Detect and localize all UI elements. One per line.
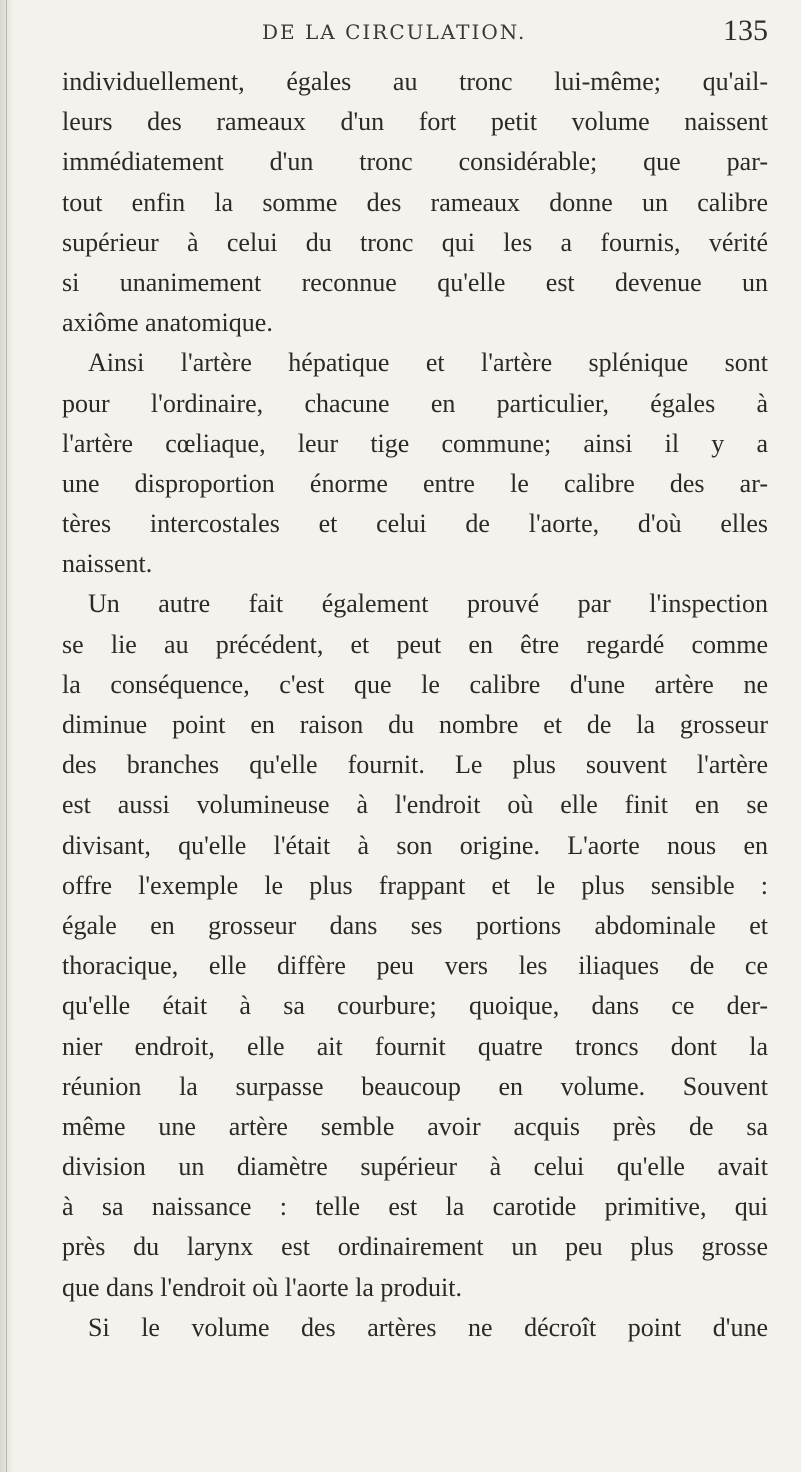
text-line: offre l'exemple le plus frappant et le plus sensible :: [62, 870, 768, 900]
text-line: réunion la surpasse beaucoup en volume. Souvent: [62, 1071, 768, 1101]
binding-edge: [6, 0, 7, 1472]
text-line: nier endroit, elle ait fournit quatre troncs dont la: [62, 1031, 768, 1061]
text-line: pour l'ordinaire, chacune en particulier, égales à: [62, 388, 768, 418]
text-line: supérieur à celui du tronc qui les a fournis, vérité: [62, 227, 768, 257]
text-line: si unanimement reconnue qu'elle est devenue un: [62, 267, 768, 297]
text-line: même une artère semble avoir acquis près de sa: [62, 1111, 768, 1141]
text-line: individuellement, égales au tronc lui-même; qu'ail-: [62, 67, 768, 96]
page-gutter: [0, 0, 14, 1472]
paragraph-start-line: Si le volume des artères ne décroît point d'une: [88, 1312, 768, 1342]
body-text: [62, 62, 768, 1348]
paragraph-end-line: naissent.: [62, 549, 153, 579]
paragraph-start-line: Ainsi l'artère hépatique et l'artère splénique sont: [88, 348, 768, 378]
text-line: égale en grosseur dans ses portions abdominale et: [62, 910, 768, 940]
text-line: divisant, qu'elle l'était à son origine. L'aorte nous en: [62, 830, 768, 860]
text-line: tères intercostales et celui de l'aorte, d'où elles: [62, 509, 768, 539]
text-line: se lie au précédent, et peut en être regardé comme: [62, 629, 768, 659]
text-line: la conséquence, c'est que le calibre d'une artère ne: [62, 669, 768, 699]
text-line: l'artère cœliaque, leur tige commune; ainsi il y a: [62, 428, 768, 458]
text-line: leurs des rameaux d'un fort petit volume naissent: [62, 107, 768, 137]
text-line: des branches qu'elle fournit. Le plus souvent l'artère: [62, 750, 768, 780]
text-line: est aussi volumineuse à l'endroit où elle finit en se: [62, 790, 768, 820]
page-number: 135: [723, 14, 768, 47]
paragraph-end-line: axiôme anatomique.: [62, 308, 273, 338]
running-title: DE LA CIRCULATION.: [262, 20, 527, 44]
paragraph-start-line: Un autre fait également prouvé par l'inspection: [88, 589, 768, 619]
text-line: tout enfin la somme des rameaux donne un calibre: [62, 187, 768, 217]
text-line: thoracique, elle diffère peu vers les iliaques de ce: [62, 951, 768, 981]
text-line: immédiatement d'un tronc considérable; que par-: [62, 147, 768, 177]
text-line: division un diamètre supérieur à celui qu'elle avait: [62, 1152, 768, 1182]
text-line: à sa naissance : telle est la carotide primitive, qui: [62, 1192, 768, 1222]
text-line: qu'elle était à sa courbure; quoique, dans ce der-: [62, 991, 768, 1021]
text-line: près du larynx est ordinairement un peu plus grosse: [62, 1232, 768, 1262]
paragraph-end-line: que dans l'endroit où l'aorte la produit.: [62, 1272, 462, 1302]
text-line: diminue point en raison du nombre et de la grosseur: [62, 710, 768, 739]
text-line: une disproportion énorme entre le calibre des ar-: [62, 468, 768, 498]
page-header: [62, 14, 768, 54]
